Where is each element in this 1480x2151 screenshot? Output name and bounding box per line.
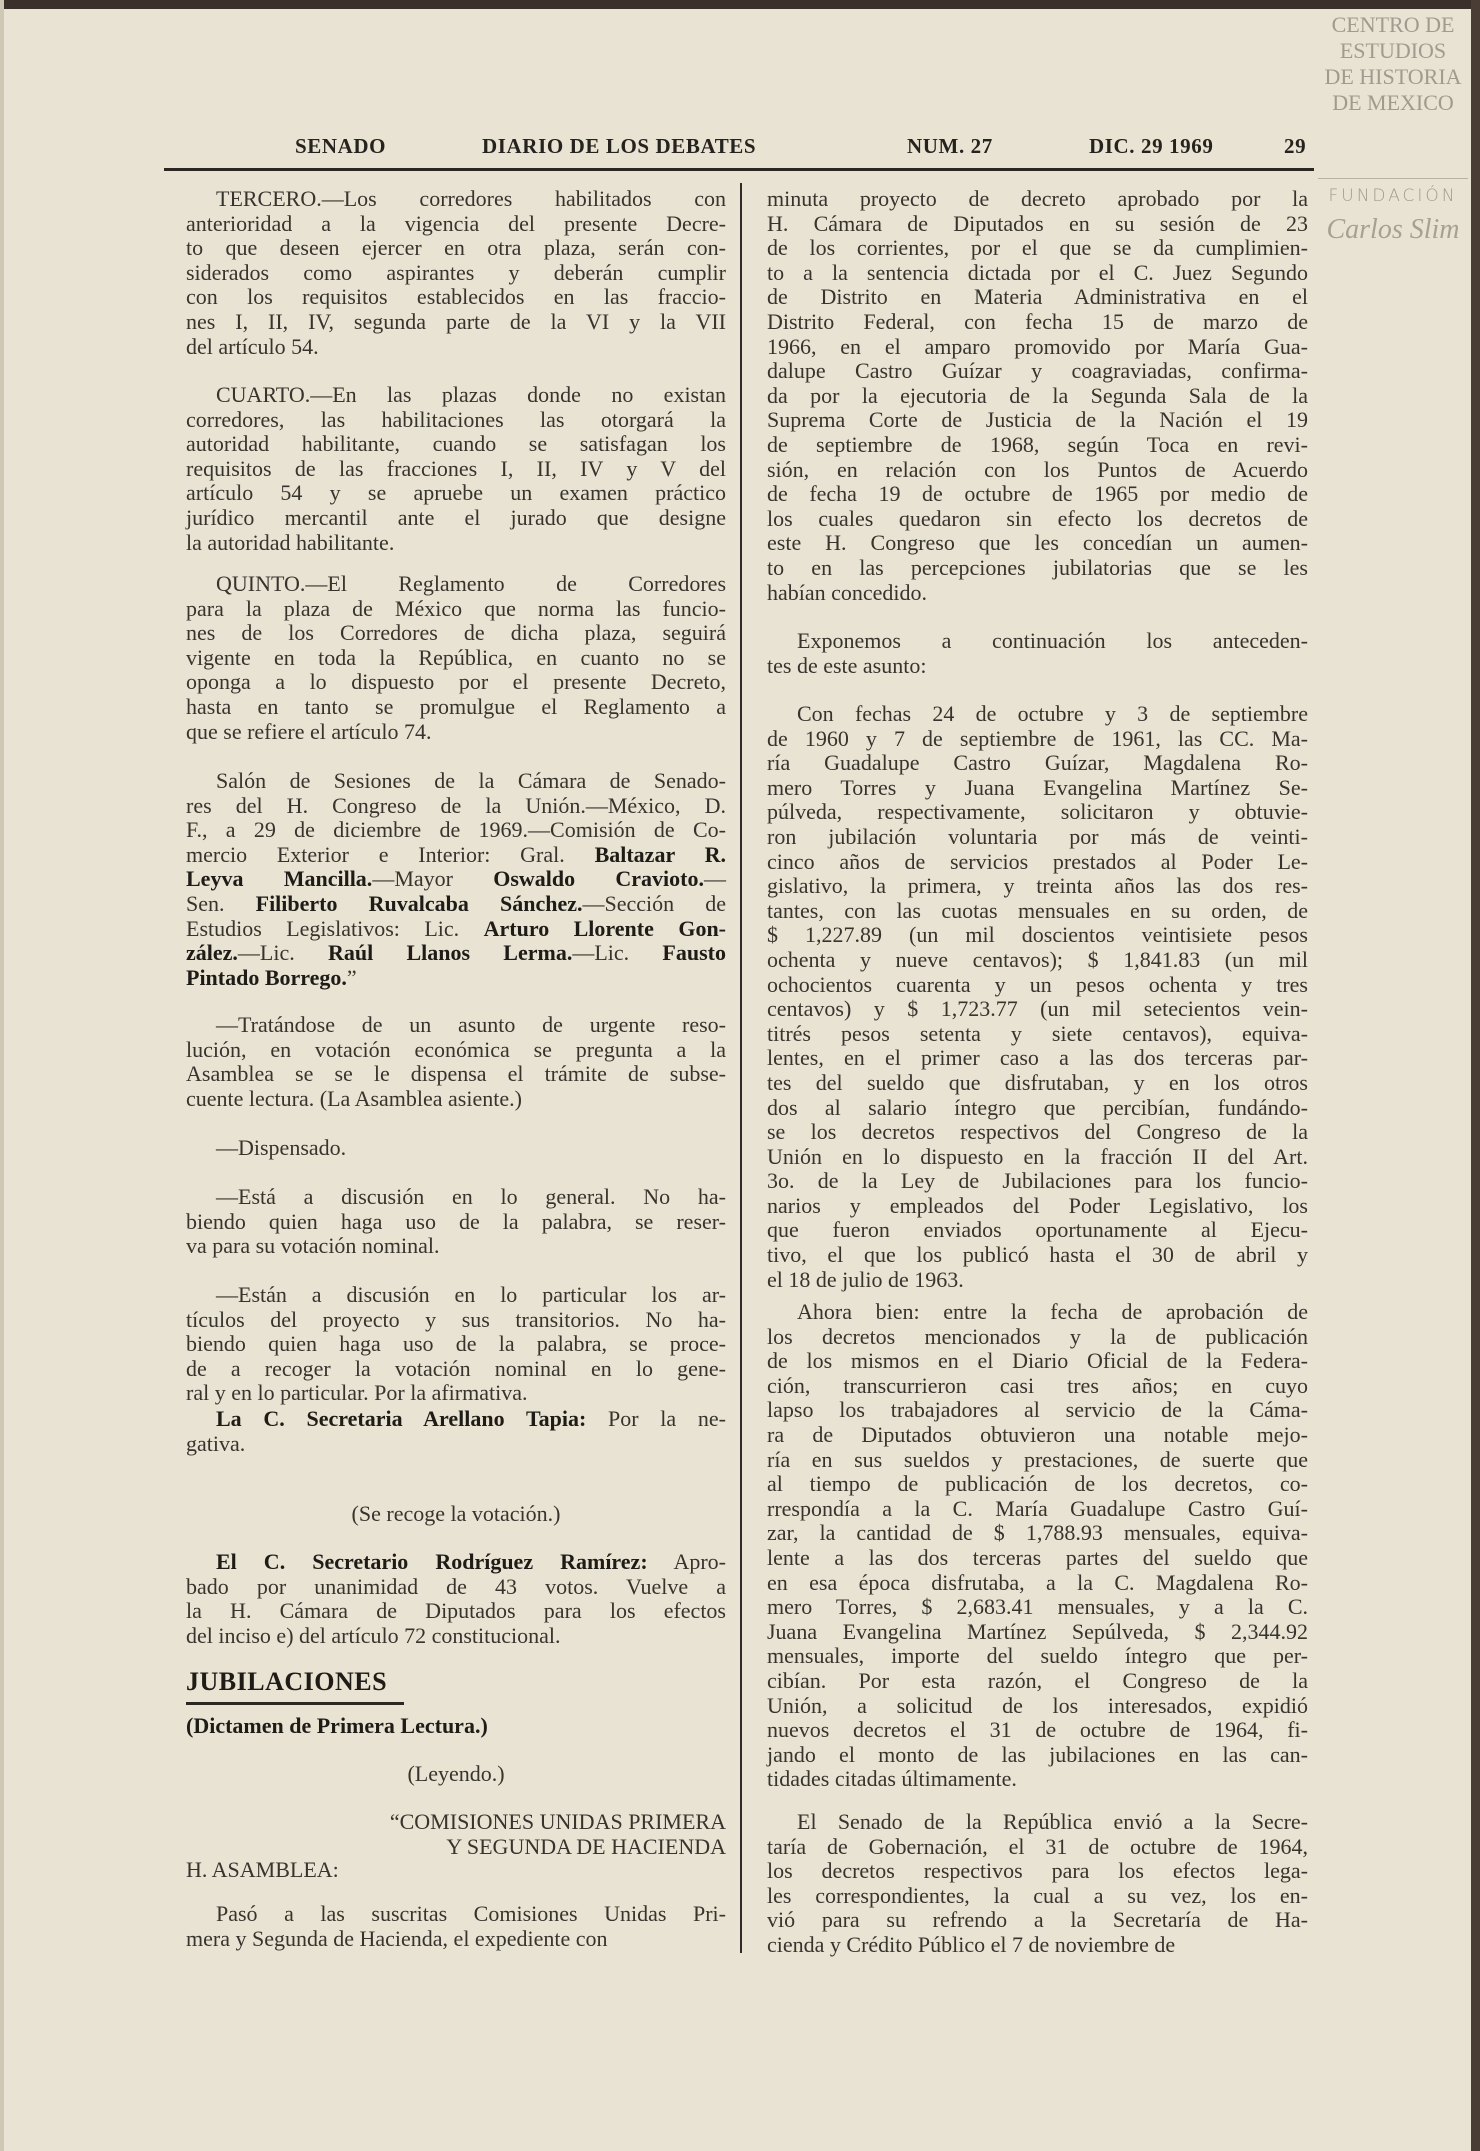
text-line: $ 1,227.89 (un mil doscientos veintisiete pesos xyxy=(767,922,1308,948)
text-line xyxy=(186,966,726,991)
paragraph-tercero xyxy=(186,187,726,359)
text-line: TERCERO.—Los corredores habilitados con xyxy=(216,186,726,211)
bold-name: La C. Secretaria Arellano Tapia: xyxy=(216,1406,587,1431)
text-line: nes de los Corredores de dicha plaza, seguirá xyxy=(186,620,726,646)
text-line: este H. Congreso que les concedían un aumen- xyxy=(767,530,1308,556)
text-line: tículos del proyecto y sus transitorios. No ha- xyxy=(186,1306,726,1332)
subheading-dictamen xyxy=(186,1714,726,1739)
text-line: cienda y Crédito Público el 7 de noviembre de xyxy=(767,1931,1176,1957)
text-line: da por la ejecutoria de la Segunda Sala de la xyxy=(767,382,1308,408)
text-line: púlveda, respectivamente, solicitaron y obtuvie- xyxy=(767,799,1308,825)
text-line: nes I, II, IV, segunda parte de la VI y la VII xyxy=(186,308,726,334)
salutation xyxy=(186,1858,726,1883)
text-line: nuevos decretos el 31 de octubre de 1964, fi- xyxy=(767,1717,1308,1743)
bold-name: El C. Secretario Rodríguez Ramírez: xyxy=(216,1549,648,1574)
text-line: Ahora bien: entre la fecha de aprobación de xyxy=(797,1299,1308,1324)
watermark-rule xyxy=(1318,178,1468,179)
text-line: de a recoger la votación nominal en lo gene- xyxy=(186,1355,726,1381)
text-line: lución, en votación económica se pregunta a la xyxy=(186,1036,726,1062)
text-line: los decretos respectivos para los efectos lega- xyxy=(767,1858,1308,1884)
text-segment: —Mayor xyxy=(372,866,494,892)
text-line: ral y en lo particular. Por la afirmativa. xyxy=(186,1380,528,1406)
text-line: biendo quien haga uso de la palabra, se proce- xyxy=(186,1331,726,1357)
bold-name: zález. xyxy=(186,940,238,966)
text-line: los cuales quedaron sin efecto los decretos de xyxy=(767,505,1308,531)
commission-title xyxy=(186,1810,726,1859)
watermark-foundation: FUNDACIÓN xyxy=(1328,186,1458,206)
text-line: habían concedido. xyxy=(767,579,928,605)
text-line: (Dictamen de Primera Lectura.) xyxy=(186,1713,488,1738)
text-segment: ” xyxy=(346,964,357,990)
text-line xyxy=(186,941,726,966)
text-line: vió para su refrendo a la Secretaría de Ha- xyxy=(767,1907,1308,1933)
text-line: en esa época disfrutaba, a la C. Magdalena Ro- xyxy=(767,1569,1308,1595)
text-line: mero Torres, $ 2,683.41 mensuales, y a la C. xyxy=(767,1594,1308,1620)
text-line: Unión en lo dispuesto en la fracción II del Art. xyxy=(767,1143,1308,1169)
text-line: cuente lectura. (La Asamblea asiente.) xyxy=(186,1085,522,1111)
text-line: lentes, en el primer caso a las dos terceras par- xyxy=(767,1045,1308,1071)
text-line xyxy=(186,917,726,942)
text-line: centavos) y $ 1,723.77 (un mil setecientos vein- xyxy=(767,996,1308,1022)
watermark-signature: Carlos Slim xyxy=(1326,214,1460,245)
text-line: tivo, el que los publicó hasta el 30 de abril y xyxy=(767,1242,1308,1268)
text-segment: —Lic. xyxy=(237,940,328,966)
header-section: SENADO xyxy=(295,134,387,158)
text-line: Salón de Sesiones de la Cámara de Senado- xyxy=(216,768,726,793)
text-line: “COMISIONES UNIDAS PRIMERA xyxy=(389,1809,726,1834)
text-line: el 18 de julio de 1963. xyxy=(767,1266,964,1292)
paragraph-paso xyxy=(186,1902,726,1951)
text-line: minuta proyecto de decreto aprobado por la xyxy=(767,186,1308,211)
text-line: la H. Cámara de Diputados para los efectos xyxy=(186,1598,726,1624)
text-line: ra de Diputados obtuvieron una notable mejo- xyxy=(767,1421,1308,1447)
text-line: mero Torres y Juana Evangelina Martínez Se- xyxy=(767,774,1308,800)
paragraph-discusion-particular xyxy=(186,1283,726,1406)
text-line: del artículo 54. xyxy=(186,333,319,359)
text-line: cibían. Por esta razón, el Congreso de la xyxy=(767,1667,1308,1693)
text-line: con los requisitos establecidos en las fraccio- xyxy=(186,284,726,310)
text-line: artículo 54 y se apruebe un examen práctico xyxy=(186,480,726,506)
stage-direction-votacion xyxy=(186,1502,726,1527)
text-line: 3o. de la Ley de Jubilaciones para los funcio- xyxy=(767,1168,1308,1194)
text-line xyxy=(186,843,726,868)
text-line: Distrito Federal, con fecha 15 de marzo de xyxy=(767,308,1308,334)
text-segment: —Lic. xyxy=(572,940,663,966)
text-line xyxy=(186,867,726,892)
text-line: ción, transcurrieron casi tres años; en cuyo xyxy=(767,1372,1308,1398)
bold-name: Oswaldo Cravioto. xyxy=(493,866,704,892)
bold-name: Filiberto Ruvalcaba Sánchez. xyxy=(255,890,583,916)
text-line: anterioridad a la vigencia del presente Decre- xyxy=(186,210,726,236)
paragraph-antecedentes xyxy=(767,702,1308,1292)
text-line xyxy=(186,892,726,917)
bold-name: Leyva Mancilla. xyxy=(186,866,373,892)
text-line: gislativo, la primera, y treinta años las dos res- xyxy=(767,873,1308,899)
paragraph-dispensado xyxy=(186,1136,726,1161)
watermark-line: DE MEXICO xyxy=(1332,90,1454,115)
header-rule xyxy=(164,168,1314,171)
text-line: biendo quien haga uso de la palabra, se reser- xyxy=(186,1208,726,1234)
text-line: tidades citadas últimamente. xyxy=(767,1766,1017,1792)
text-line: corredores, las habilitaciones las otorgará la xyxy=(186,406,726,432)
text-segment: Apro- xyxy=(647,1549,726,1574)
header-number: NUM. 27 xyxy=(907,134,993,158)
text-line: gativa. xyxy=(186,1430,246,1456)
text-line: Unión, a solicitud de los interesados, expidió xyxy=(767,1692,1308,1718)
text-segment: Sen. xyxy=(186,890,256,916)
text-line: siderados como aspirantes y deberán cumplir xyxy=(186,259,726,285)
text-line: res del H. Congreso de la Unión.—México, D. xyxy=(186,792,726,818)
text-line: requisitos de las fracciones I, II, IV y V del xyxy=(186,455,726,481)
text-line: de los corrientes, por el que se da cumplimien- xyxy=(767,235,1308,261)
text-line: vigente en toda la República, en cuanto no se xyxy=(186,644,726,670)
paragraph-dispensa xyxy=(186,1013,726,1111)
text-line: Asamblea se se le dispensa el trámite de subse- xyxy=(186,1061,726,1087)
paragraph-quinto xyxy=(186,572,726,744)
text-line: tantes, con las cuotas mensuales en su orden, de xyxy=(767,897,1308,923)
text-line: —Tratándose de un asunto de urgente reso- xyxy=(216,1012,726,1037)
text-line: bado por unanimidad de 43 votos. Vuelve a xyxy=(186,1573,726,1599)
text-line: to a la sentencia dictada por el C. Juez Segundo xyxy=(767,259,1308,285)
text-line: para la plaza de México que norma las funcio- xyxy=(186,595,726,621)
text-line: del inciso e) del artículo 72 constitucional. xyxy=(186,1622,561,1648)
text-line: tes del sueldo que disfrutaban, y en los otros xyxy=(767,1069,1308,1095)
text-line: la autoridad habilitante. xyxy=(186,529,395,555)
text-line: mensuales, importe del sueldo íntegro que per- xyxy=(767,1643,1308,1669)
text-line: QUINTO.—El Reglamento de Corredores xyxy=(216,571,726,596)
paragraph-signatures xyxy=(186,769,726,990)
text-line: El Senado de la República envió a la Secre- xyxy=(797,1809,1308,1834)
paragraph-cuarto xyxy=(186,383,726,555)
bold-name: Fausto xyxy=(662,940,726,966)
text-line: rrespondía a la C. María Guadalupe Castro Guí- xyxy=(767,1495,1308,1521)
scan-edge-top xyxy=(0,0,1480,9)
text-line: dos al salario íntegro que percibían, fundándo- xyxy=(767,1094,1308,1120)
text-line: titrés pesos setenta y siete centavos), equiva- xyxy=(767,1020,1308,1046)
text-line: narios y empleados del Poder Legislativo, los xyxy=(767,1192,1308,1218)
section-heading-jubilaciones xyxy=(186,1667,726,1696)
text-line xyxy=(186,1550,726,1575)
header-date: DIC. 29 1969 xyxy=(1089,134,1214,158)
text-line: ochocientos cuarenta y un pesos ochenta y tres xyxy=(767,971,1308,997)
text-line: al tiempo de publicación de los decretos, co- xyxy=(767,1471,1308,1497)
text-line: CUARTO.—En las plazas donde no existan xyxy=(216,382,726,407)
watermark-line: ESTUDIOS xyxy=(1339,38,1447,63)
text-line: jurídico mercantil ante el jurado que designe xyxy=(186,504,726,530)
text-line: to que deseen ejercer en otra plaza, serán con- xyxy=(186,235,726,261)
text-line: mera y Segunda de Hacienda, el expediente con xyxy=(186,1925,608,1951)
text-line: ochenta y nueve centavos); $ 1,841.83 (un mil xyxy=(767,946,1308,972)
text-line: zar, la cantidad de $ 1,788.93 mensuales, equiva- xyxy=(767,1520,1308,1546)
text-line: que fueron enviados oportunamente al Ejecu- xyxy=(767,1217,1308,1243)
text-line: Pasó a las suscritas Comisiones Unidas Pri- xyxy=(216,1901,726,1926)
text-line: 1966, en el amparo promovido por María Gua- xyxy=(767,333,1308,359)
text-line: Juana Evangelina Martínez Sepúlveda, $ 2,344.92 xyxy=(767,1618,1308,1644)
text-line: jando el monto de las jubilaciones en las can- xyxy=(767,1741,1308,1767)
bold-name: Baltazar R. xyxy=(594,841,726,867)
text-line: taría de Gobernación, el 31 de octubre de 1964, xyxy=(767,1833,1308,1859)
text-line: ría en sus sueldos y prestaciones, de suerte que xyxy=(767,1446,1308,1472)
text-line: hasta en tanto se promulgue el Reglamento a xyxy=(186,693,726,719)
text-line: les correspondientes, la cual a su vez, los en- xyxy=(767,1882,1308,1908)
text-line: tes de este asunto: xyxy=(767,652,927,678)
text-line: dalupe Castro Guízar y coagraviadas, confirma- xyxy=(767,358,1308,384)
text-line: —Está a discusión en lo general. No ha- xyxy=(216,1184,726,1209)
bold-name: Pintado Borrego. xyxy=(186,964,347,990)
text-line: (Se recoge la votación.) xyxy=(351,1501,561,1526)
text-line: JUBILACIONES xyxy=(186,1667,388,1696)
header-publication: DIARIO DE LOS DEBATES xyxy=(482,134,757,158)
stage-direction-leyendo xyxy=(186,1762,726,1787)
heading-underline xyxy=(186,1702,404,1705)
paragraph-secretaria xyxy=(186,1407,726,1456)
text-line: lapso los trabajadores al servicio de la Cáma- xyxy=(767,1397,1308,1423)
watermark-line: DE HISTORIA xyxy=(1324,64,1462,89)
text-line: H. ASAMBLEA: xyxy=(186,1857,339,1882)
column-divider xyxy=(740,183,742,1953)
text-line: Y SEGUNDA DE HACIENDA xyxy=(446,1833,726,1859)
text-line: de septiembre de 1968, según Toca en revi- xyxy=(767,431,1308,457)
text-line: to en las percepciones jubilatorias que se les xyxy=(767,554,1308,580)
text-line: —Dispensado. xyxy=(216,1135,347,1160)
watermark-institution xyxy=(1318,12,1468,116)
text-line xyxy=(186,1407,726,1432)
text-line: oponga a lo dispuesto por el presente Decreto, xyxy=(186,669,726,695)
text-line: de los mismos en el Diario Oficial de la Federa- xyxy=(767,1348,1308,1374)
text-line: Exponemos a continuación los anteceden- xyxy=(797,628,1308,653)
text-line: autoridad habilitante, cuando se satisfagan los xyxy=(186,431,726,457)
text-line: va para su votación nominal. xyxy=(186,1233,440,1259)
text-line: cinco años de servicios prestados al Poder Le- xyxy=(767,848,1308,874)
text-line: lente a las dos terceras partes del sueldo que xyxy=(767,1544,1308,1570)
text-line: ron jubilación voluntaria por más de veinti- xyxy=(767,823,1308,849)
scan-edge-left xyxy=(0,0,4,2151)
text-line: (Leyendo.) xyxy=(407,1761,505,1786)
text-line: de fecha 19 de octubre de 1965 por medio de xyxy=(767,481,1308,507)
text-line: —Están a discusión en lo particular los ar- xyxy=(216,1282,726,1307)
text-line: de Distrito en Materia Administrativa en el xyxy=(767,284,1308,310)
text-segment: —Sección de xyxy=(582,890,726,916)
text-line: se los decretos respectivos del Congreso de la xyxy=(767,1119,1308,1145)
watermark-line: CENTRO DE xyxy=(1331,12,1455,37)
paragraph-exponemos xyxy=(767,629,1308,678)
paragraph-minuta xyxy=(767,187,1308,605)
paragraph-senado xyxy=(767,1810,1308,1958)
text-segment: Por la ne- xyxy=(586,1406,727,1431)
scan-edge-right xyxy=(1471,0,1480,2151)
text-line: Suprema Corte de Justicia de la Nación el 19 xyxy=(767,407,1308,433)
text-line: de 1960 y 7 de septiembre de 1961, las CC. Ma- xyxy=(767,725,1308,751)
text-line: Con fechas 24 de octubre y 3 de septiembre xyxy=(797,701,1308,726)
text-segment: Estudios Legislativos: Lic. xyxy=(186,915,484,941)
paragraph-discusion-general xyxy=(186,1185,726,1259)
header-page-number: 29 xyxy=(1284,134,1307,158)
bold-name: Arturo Llorente Gon- xyxy=(483,915,727,941)
text-line: H. Cámara de Diputados en su sesión de 23 xyxy=(767,210,1308,236)
paragraph-secretario xyxy=(186,1550,726,1648)
text-line: los decretos mencionados y la de publicación xyxy=(767,1323,1308,1349)
text-line: que se refiere el artículo 74. xyxy=(186,718,432,744)
bold-name: Raúl Llanos Lerma. xyxy=(327,940,573,966)
text-line: F., a 29 de diciembre de 1969.—Comisión de Co- xyxy=(186,817,726,843)
text-segment: — xyxy=(704,866,726,892)
text-line: ría Guadalupe Castro Guízar, Magdalena Ro- xyxy=(767,750,1308,776)
paragraph-ahora-bien xyxy=(767,1300,1308,1792)
text-line: sión, en relación con los Puntos de Acuerdo xyxy=(767,456,1308,482)
text-segment: mercio Exterior e Interior: Gral. xyxy=(186,841,595,867)
